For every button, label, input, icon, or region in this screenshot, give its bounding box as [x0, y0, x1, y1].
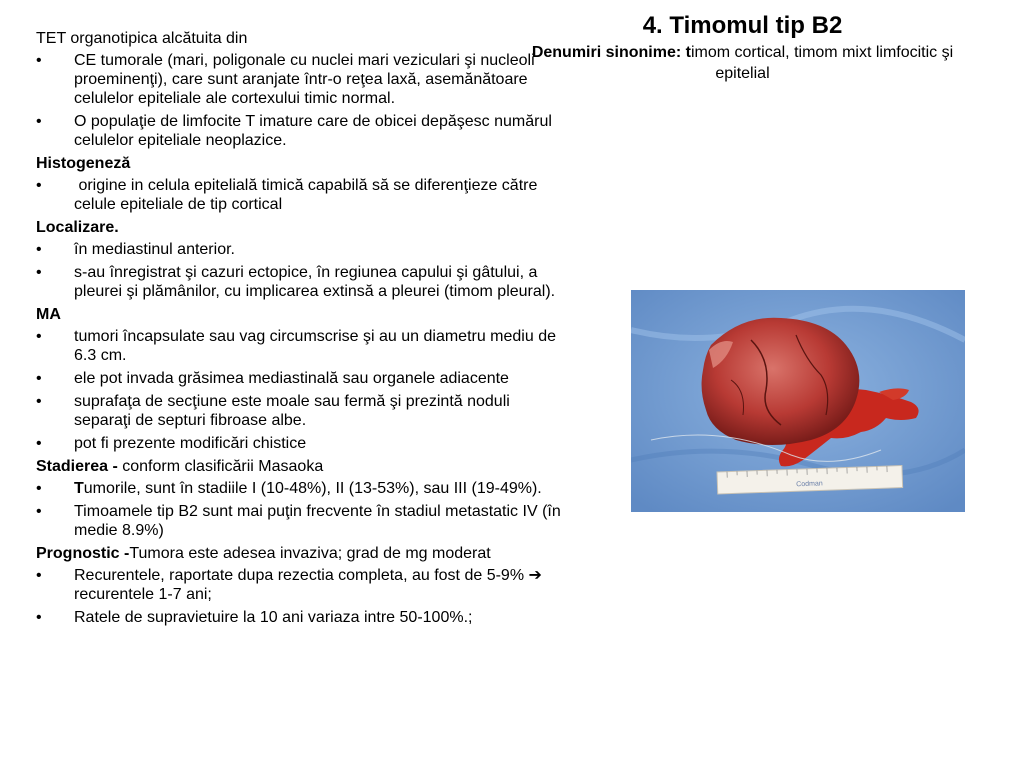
item-text: umorile, sunt în stadiile I (10-48%), II (13-53%), sau III (19-49%). — [83, 480, 542, 497]
item-text: tumori încapsulate sau vag circumscrise şi au un diametru mediu de 6.3 cm. — [74, 328, 556, 364]
bullet: • — [36, 328, 42, 345]
bullet: • — [36, 503, 42, 520]
bullet: • — [36, 241, 42, 258]
list-item — [36, 176, 566, 214]
item-text: Recurentele, raportate dupa rezectia completa, au fost de 5-9% — [74, 567, 529, 584]
list-item — [36, 51, 566, 108]
bullet: • — [36, 52, 42, 69]
list-item — [36, 263, 566, 301]
item-initial: T — [74, 480, 84, 497]
slide-body — [36, 29, 566, 631]
item-text: pot fi prezente modificări chistice — [74, 435, 307, 452]
slide-subtitle — [520, 42, 965, 84]
heading-rest: Tumora este adesea invaziva; grad de mg moderat — [129, 545, 491, 562]
specimen-photo — [631, 290, 965, 512]
list-item — [36, 369, 566, 388]
bullet: • — [36, 609, 42, 626]
item-text: s-au înregistrat şi cazuri ectopice, în regiunea capului şi gâtului, a pleurei şi plămânilor, cu implicarea extinsă a pleurei (timom pleural). — [74, 264, 556, 300]
item-text: în mediastinul anterior. — [74, 241, 235, 258]
item-text: ele pot invada grăsimea mediastinală sau organele adiacente — [74, 370, 509, 387]
list-item — [36, 502, 566, 540]
bullet: • — [36, 264, 42, 281]
item-text: origine in celula epitelială timică capabilă să se diferenţieze către celule epiteliale de tip cortical — [74, 177, 542, 213]
slide-title: 4. Timomul tip B2 — [642, 12, 843, 39]
title-block — [520, 12, 965, 84]
item-text-after: recurentele 1-7 ani; — [74, 567, 547, 603]
intro-text: TET organotipica alcătuita din — [36, 30, 248, 47]
list-item — [36, 392, 566, 430]
bullet: • — [36, 370, 42, 387]
item-text: O populaţie de limfocite T imature care de obicei depăşesc numărul celulelor epiteliale neoplazice. — [74, 113, 552, 149]
heading-text: Stadierea - — [36, 458, 118, 475]
bullet: • — [36, 567, 42, 584]
thymoma-mass — [702, 318, 860, 445]
heading-text: MA — [36, 306, 61, 323]
section-heading-stadierea — [36, 457, 566, 476]
synonyms-label: Denumiri sinonime: t — [531, 44, 691, 61]
section-heading-prognostic — [36, 544, 566, 563]
section-heading-localizare — [36, 218, 566, 237]
list-item — [36, 240, 566, 259]
list-item — [36, 112, 566, 150]
bullet: • — [36, 113, 42, 130]
ruler-brand: Codman — [796, 480, 823, 489]
heading-text: Prognostic - — [36, 545, 130, 562]
list-item — [36, 479, 566, 498]
section-heading-ma — [36, 305, 566, 324]
list-item — [36, 608, 566, 627]
heading-text: Histogeneză — [36, 155, 131, 172]
section-heading-histogeneza — [36, 154, 566, 173]
synonyms-text: imom cortical, timom mixt limfocitic şi epitelial — [690, 44, 954, 82]
item-text: Timoamele tip B2 sunt mai puţin frecvente în stadiul metastatic IV (în medie 8.9%) — [74, 503, 561, 539]
arrow-icon: ➔ — [528, 567, 542, 584]
item-text: suprafaţa de secţiune este moale sau fermă şi prezintă noduli separaţi de septuri fibroase albe. — [74, 393, 510, 429]
bullet: • — [36, 177, 42, 194]
heading-text: Localizare. — [36, 219, 119, 236]
item-text: CE tumorale (mari, poligonale cu nuclei mari veziculari şi nucleoli proeminenţi), care sunt aranjate într-o reţea laxă, asemănătoare celulelor epiteliale ale cortexului timic normal. — [74, 52, 535, 107]
bullet: • — [36, 393, 42, 410]
heading-rest: conform clasificării Masaoka — [117, 458, 324, 475]
list-item — [36, 327, 566, 365]
bullet: • — [36, 480, 42, 497]
list-item — [36, 566, 566, 604]
bullet: • — [36, 435, 42, 452]
list-item — [36, 434, 566, 453]
item-text: Ratele de supravietuire la 10 ani variaza intre 50-100%.; — [74, 609, 473, 626]
